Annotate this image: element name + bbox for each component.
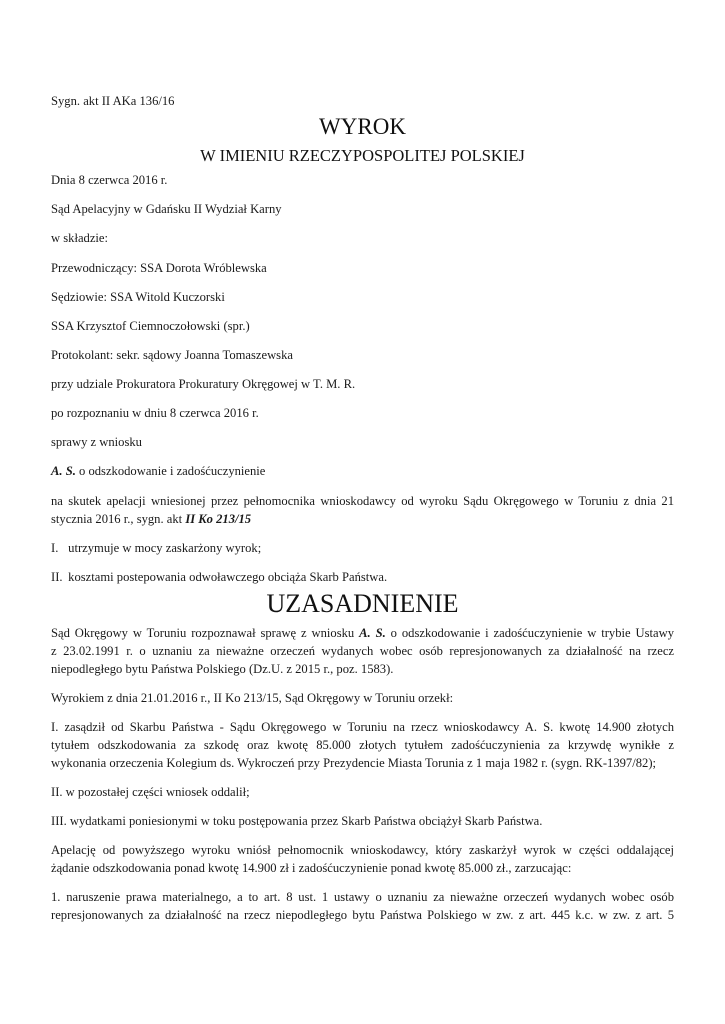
ruling-number: II.	[51, 570, 63, 584]
justification-p1-line-3: niepodległego bytu Państwa Polskiego (Dz.U. z 2015 r., poz. 1583).	[51, 662, 394, 676]
p1-applicant-name: A. S.	[359, 626, 386, 640]
appeal-line-2-prefix: stycznia 2016 r., sygn. akt	[51, 512, 186, 526]
justification-p1-line-1	[51, 624, 674, 642]
appeal-line-2	[51, 510, 251, 528]
chair-judge: Przewodniczący: SSA Dorota Wróblewska	[51, 261, 267, 275]
first-instance-point-2: II. w pozostałej części wniosek oddalił;	[51, 785, 250, 799]
court-clerk: Protokolant: sekr. sądowy Joanna Tomaszewska	[51, 348, 293, 362]
charge-1-line-1: 1. naruszenie prawa materialnego, a to art. 8 ust. 1 ustawy o uznaniu za nieważne orzeczeń wydanych wobec osób	[51, 890, 674, 904]
second-judge: SSA Krzysztof Ciemnoczołowski (spr.)	[51, 319, 250, 333]
appeal-paragraph-line-1: Apelację od powyższego wyroku wniósł pełnomocnik wnioskodawcy, który zaskarżył wyrok w części oddalającej	[51, 843, 674, 857]
first-instance-point-1-line-3: wykonania orzeczenia Kolegium ds. Wykroczeń przy Prezydencie Miasta Torunia z 1 maja 1982 r. (sygn. RK-1397/82);	[51, 756, 657, 770]
ruling-text: utrzymuje w mocy zaskarżony wyrok;	[68, 541, 262, 555]
first-instance-point-3: III. wydatkami poniesionymi w toku postępowania przez Skarb Państwa obciążył Skarb Państwa.	[51, 814, 543, 828]
p1-text-b: o odszkodowanie i zadośćuczynienie w trybie Ustawy	[385, 626, 674, 640]
applicant-claim	[51, 462, 265, 480]
ruling-item	[51, 539, 261, 557]
court-name: Sąd Apelacyjny w Gdańsku II Wydział Karny	[51, 202, 282, 216]
justification-p1-line-2: z 23.02.1991 r. o uznaniu za nieważne orzeczeń wydanych wobec osób represjonowanych za działalność na rzecz	[51, 644, 674, 658]
first-instance-point-1-line-1: I. zasądził od Skarbu Państwa - Sądu Okręgowego w Toruniu na rzecz wnioskodawcy A. S. kwotę 14.900 złotych	[51, 720, 674, 734]
claim-text: o odszkodowanie i zadośćuczynienie	[75, 464, 266, 478]
case-signature: Sygn. akt II AKa 136/16	[51, 94, 175, 108]
ruling-number: I.	[51, 541, 59, 555]
ruling-item	[51, 568, 387, 586]
p1-text-a: Sąd Okręgowy w Toruniu rozpoznawał sprawę z wniosku	[51, 626, 360, 640]
judges: Sędziowie: SSA Witold Kuczorski	[51, 290, 225, 304]
hearing-date: po rozpoznaniu w dniu 8 czerwca 2016 r.	[51, 406, 259, 420]
document-title: WYROK	[319, 114, 406, 139]
appeal-case-ref: II Ko 213/15	[185, 512, 252, 526]
ruling-text: kosztami postepowania odwoławczego obciąża Skarb Państwa.	[68, 570, 388, 584]
justification-heading: UZASADNIENIE	[266, 589, 459, 618]
prosecutor: przy udziale Prokuratora Prokuratury Okręgowej w T. M. R.	[51, 377, 356, 391]
appeal-line-1: na skutek apelacji wniesionej przez pełnomocnika wnioskodawcy od wyroku Sądu Okręgowego w Toruniu z dnia 21	[51, 494, 674, 508]
justification-p2: Wyrokiem z dnia 21.01.2016 r., II Ko 213/15, Sąd Okręgowy w Toruniu orzekł:	[51, 691, 454, 705]
applicant-name: A. S.	[51, 464, 76, 478]
first-instance-point-1-line-2: tytułem odszkodowania za szkodę oraz kwotę 85.000 złotych tytułem zadośćuczynienia za krzywdę wynikłe z	[51, 738, 674, 752]
appeal-paragraph-line-2: żądanie odszkodowania ponad kwotę 14.900 zł i zadośćuczynienie ponad kwotę 85.000 zł., zarzucając:	[51, 861, 572, 875]
verdict-date: Dnia 8 czerwca 2016 r.	[51, 173, 168, 187]
document-subtitle: W IMIENIU RZECZYPOSPOLITEJ POLSKIEJ	[200, 146, 525, 165]
charge-1-line-2: represjonowanych za działalność na rzecz niepodległego bytu Państwa Polskiego w zw. z art. 445 k.c. w zw. z art. 5	[51, 908, 674, 922]
case-label: sprawy z wniosku	[51, 435, 142, 449]
composition-label: w składzie:	[51, 231, 109, 245]
